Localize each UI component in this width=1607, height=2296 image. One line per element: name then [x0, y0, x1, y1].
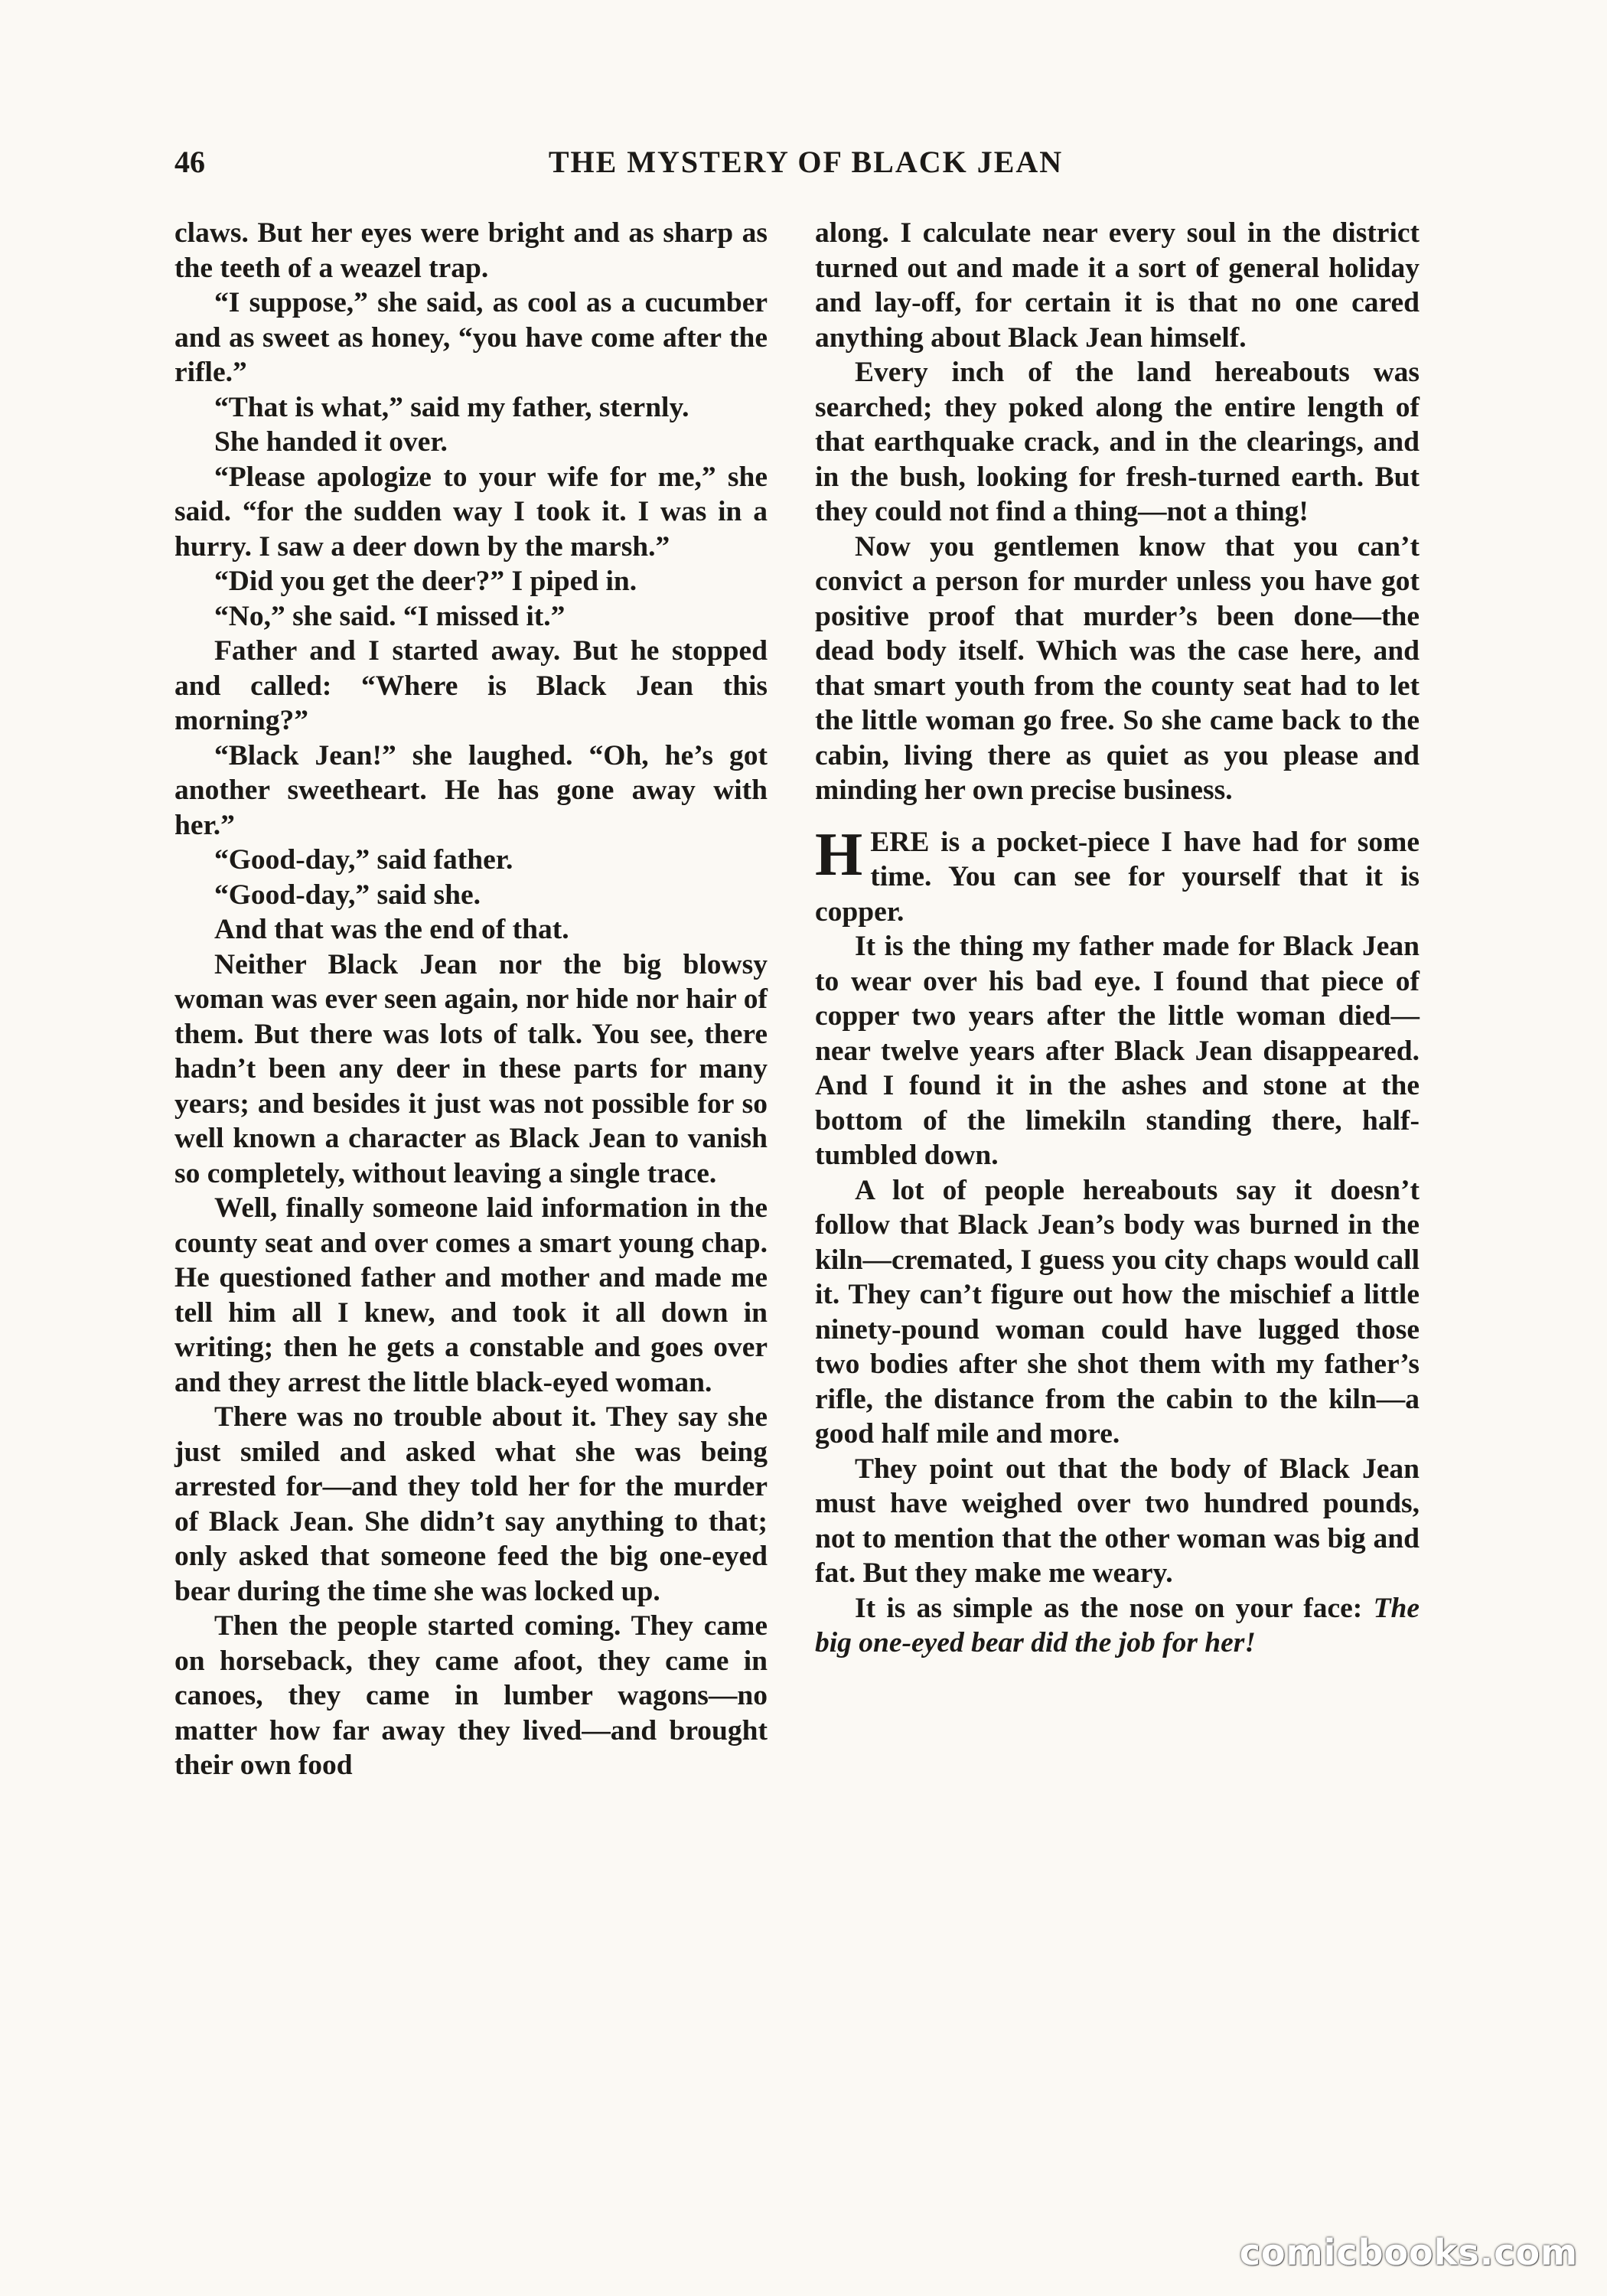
paragraph: They point out that the body of Black Jean must have weighed over two hundred pounds, not to mention that the other woman was big and fat. But they make me weary.	[815, 1453, 1420, 1589]
right-column-bottom	[815, 929, 1420, 1591]
paragraph: along. I calculate near every soul in the district turned out and made it a sort of general holiday and lay-off, for certain it is that no one cared anything about Black Jean himself.	[815, 217, 1420, 354]
final-paragraph	[815, 1591, 1420, 1661]
section-first-text: ERE is a pocket-piece I have had for some time. You can see for yourself that it is copper.	[815, 826, 1420, 928]
paragraph: “No,” she said. “I missed it.”	[214, 600, 566, 632]
paragraph: And that was the end of that.	[214, 914, 569, 945]
paragraph: Father and I started away. But he stopped and called: “Where is Black Jean this morning?”	[174, 635, 768, 736]
paragraph: Neither Black Jean nor the big blowsy woman was ever seen again, nor hide nor hair of them. But there was lots of talk. You see, there hadn’t been any deer in these parts for many years; and besides it just was not possible for so well known a character as Black Jean to vanish so completely, without leaving a single trace.	[174, 948, 768, 1189]
paragraph: It is the thing my father made for Black Jean to wear over his bad eye. I found that piece of copper two years after the little woman died—near twelve years after Black Jean disappeared. And I found it in the ashes and stone at the bottom of the limekiln standing there, half-tumbled down.	[815, 931, 1420, 1171]
page-header	[174, 144, 1437, 190]
paragraph: “I suppose,” she said, as cool as a cucumber and as sweet as honey, “you have come after the rifle.”	[174, 287, 768, 388]
paragraph: Well, finally someone laid information in the county seat and over comes a smart young chap. He questioned father and mother and made me tell him all I knew, and took it all down in writing; then he gets a constable and goes over and they arrest the little black-eyed woman.	[174, 1192, 768, 1398]
paragraph: Then the people started coming. They came on horseback, they came afoot, they came in canoes, they came in lumber wagons—no matter how far away they lived—and brought their own food	[174, 1610, 768, 1781]
paragraph: Now you gentlemen know that you can’t convict a person for murder unless you have got positive proof that murder’s been done—the dead body itself. Which was the case here, and that smart youth from the county seat had to let the little woman go free. So she came back to the cabin, living there as quiet as you please and minding her own precise business.	[815, 530, 1420, 806]
paragraph: “Good-day,” said father.	[214, 844, 513, 876]
paragraph: “Black Jean!” she laughed. “Oh, he’s got another sweetheart. He has gone away with her.”	[174, 739, 768, 841]
watermark-logo: comicbooks.com	[1239, 2232, 1578, 2273]
paragraph: “Good-day,” said she.	[214, 879, 481, 911]
final-emphasis: The big one-eyed bear did the job for her!	[815, 1592, 1420, 1658]
paragraph: “Please apologize to your wife for me,” she said. “for the sudden way I took it. I was in a hurry. I saw a deer down by the marsh.”	[174, 461, 768, 563]
left-column	[174, 216, 768, 1783]
paragraph: “That is what,” said my father, sternly.	[214, 391, 689, 423]
paragraph: A lot of people hereabouts say it doesn’t follow that Black Jean’s body was burned in the kiln—cremated, I guess you city chaps would call it. They can’t figure out how the mischief a little ninety-pound woman could have lugged those two bodies after she shot them with my father’s rifle, the distance from the cabin to the kiln—a good half mile and more.	[815, 1174, 1420, 1450]
paragraph: “Did you get the deer?” I piped in.	[214, 566, 637, 597]
page-number: 46	[174, 145, 205, 179]
drop-cap: H	[815, 820, 863, 889]
paragraph: claws. But her eyes were bright and as sharp as the teeth of a weazel trap.	[174, 217, 768, 284]
paragraph: She handed it over.	[214, 426, 448, 458]
running-title: THE MYSTERY OF BLACK JEAN	[548, 145, 1064, 179]
paragraph: There was no trouble about it. They say she just smiled and asked what she was being arrested for—and they told her for the murder of Black Jean. She didn’t say anything to that; only asked that someone feed the big one-eyed bear during the time she was locked up.	[174, 1401, 768, 1607]
right-column	[815, 216, 1420, 1661]
section-start-paragraph	[815, 820, 1420, 930]
paragraph: Every inch of the land hereabouts was searched; they poked along the entire length of that earthquake crack, and in the clearings, and in the bush, looking for fresh-turned earth. But they could not find a thing—not a thing!	[815, 357, 1420, 527]
final-lead: It is as simple as the nose on your face:	[855, 1592, 1374, 1624]
right-column-top	[815, 216, 1420, 808]
